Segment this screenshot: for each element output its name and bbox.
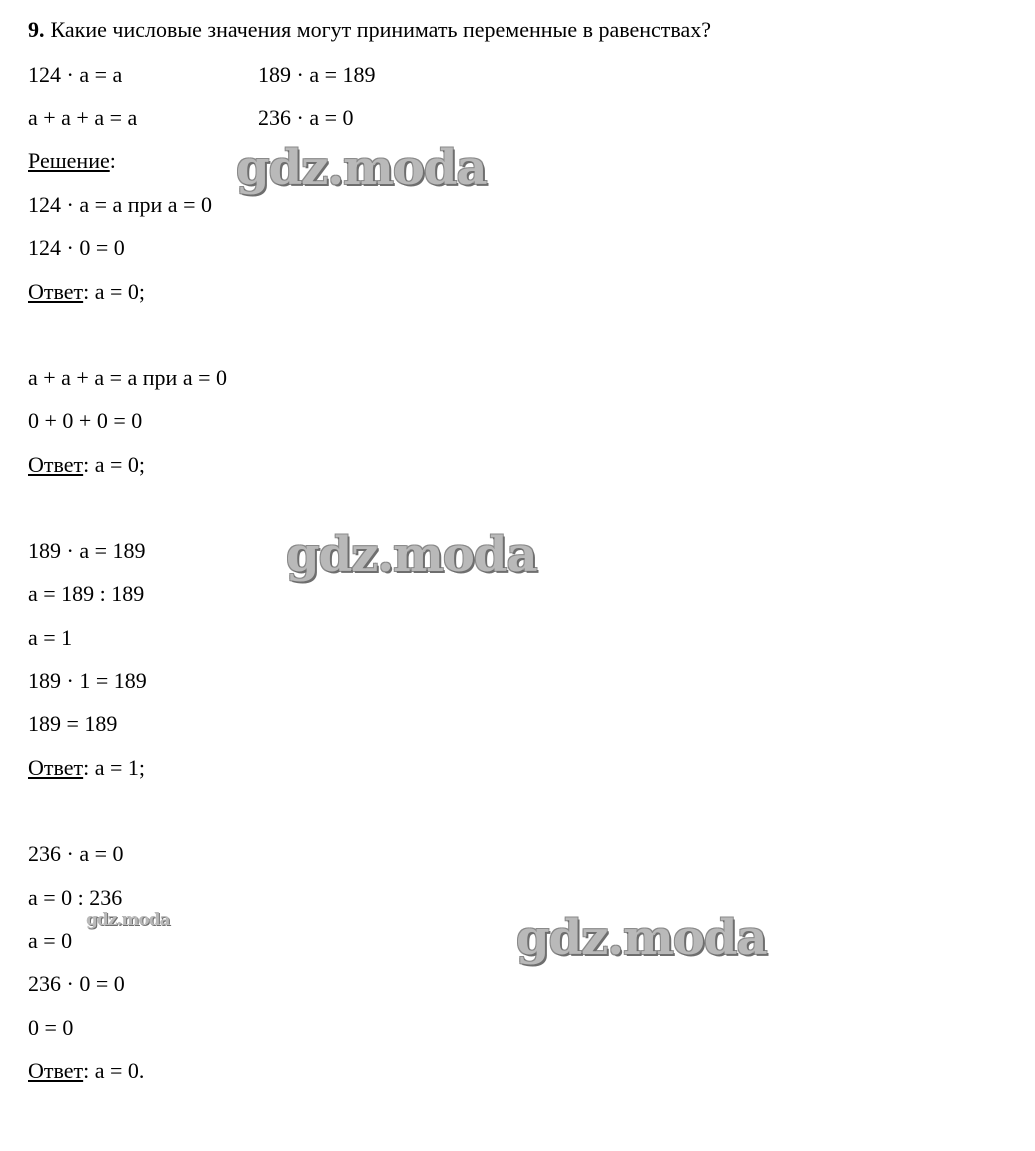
part4-line-4: 236 · 0 = 0 xyxy=(28,971,125,996)
answer-value: : a = 1; xyxy=(83,755,146,780)
answer-label: Ответ xyxy=(28,452,84,477)
answer-value: : a = 0; xyxy=(83,452,146,477)
part2-line-2: 0 + 0 + 0 = 0 xyxy=(28,408,143,433)
equation-2: a + a + a = a xyxy=(28,105,138,130)
task-number: 9. xyxy=(28,17,45,42)
watermark: gdz.moda xyxy=(286,527,537,583)
part1-line-2: 124 · 0 = 0 xyxy=(28,235,125,260)
solution-heading xyxy=(28,148,116,174)
part4-line-2: a = 0 : 236 xyxy=(28,885,123,910)
answer-label: Ответ xyxy=(28,279,84,304)
part3-line-4: 189 · 1 = 189 xyxy=(28,668,147,693)
part2-line-1: a + a + a = a при a = 0 xyxy=(28,365,227,390)
task-question: Какие числовые значения могут принимать переменные в равенствах? xyxy=(50,17,712,42)
answer-value: : a = 0. xyxy=(83,1058,145,1083)
part3-answer xyxy=(28,755,145,781)
part3-line-2: a = 189 : 189 xyxy=(28,581,145,606)
part3-line-1: 189 · a = 189 xyxy=(28,538,146,563)
answer-value: : a = 0; xyxy=(83,279,146,304)
part4-answer xyxy=(28,1058,144,1084)
solution-colon: : xyxy=(109,148,116,173)
part1-answer xyxy=(28,279,145,305)
answer-label: Ответ xyxy=(28,755,84,780)
part2-answer xyxy=(28,452,145,478)
part4-line-1: 236 · a = 0 xyxy=(28,841,124,866)
equation-4: 236 · a = 0 xyxy=(258,105,354,130)
part1-line-1: 124 · a = a при a = 0 xyxy=(28,192,212,217)
part3-line-5: 189 = 189 xyxy=(28,711,118,736)
equation-1: 124 · a = a xyxy=(28,62,123,87)
watermark: gdz.moda xyxy=(516,910,767,966)
watermark-small: gdz.moda xyxy=(86,910,170,930)
solution-label: Решение xyxy=(28,148,110,173)
answer-label: Ответ xyxy=(28,1058,84,1083)
part4-line-5: 0 = 0 xyxy=(28,1015,74,1040)
part3-line-3: a = 1 xyxy=(28,625,73,650)
watermark: gdz.moda xyxy=(236,140,487,196)
part4-line-3: a = 0 xyxy=(28,928,73,953)
equation-3: 189 · a = 189 xyxy=(258,62,376,87)
task-title xyxy=(28,17,711,43)
